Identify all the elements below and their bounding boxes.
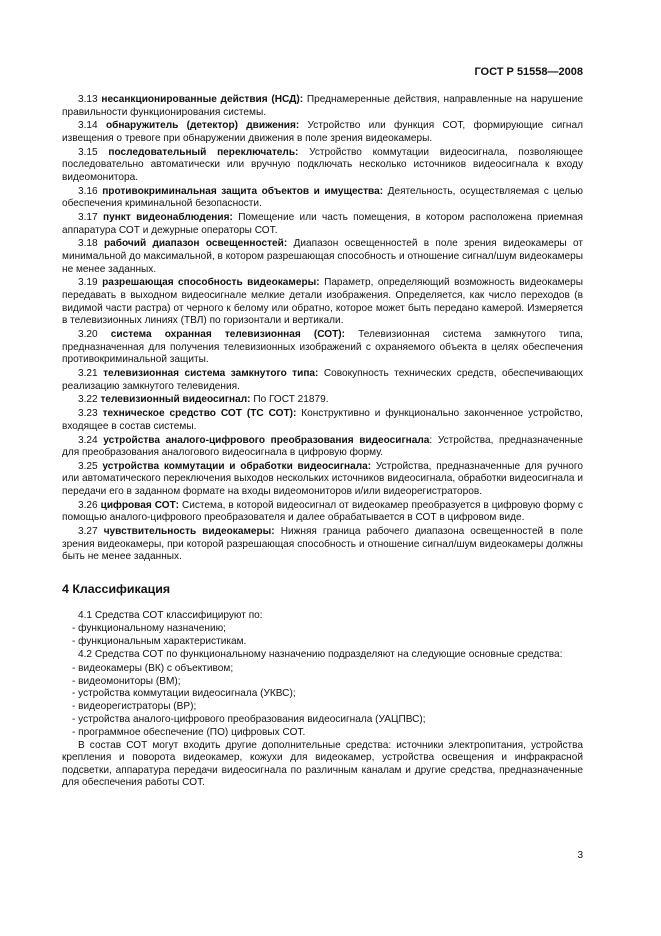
list-item: - видеомониторы (ВМ);: [62, 676, 583, 689]
section-heading: 4 Классификация: [62, 582, 171, 596]
definition-3-26: 3.26 цифровая СОТ: Система, в которой видеосигнал от видеокамер преобразуется в цифровую форму с помощью аналого-цифрового преобразователя и далее обрабатывается в СОТ в цифровом виде.: [62, 499, 583, 524]
page-content: [62, 94, 583, 791]
paragraph-4-1: 4.1 Средства СОТ классифицируют по:: [78, 609, 263, 621]
list-item: - видеокамеры (ВК) с объективом;: [62, 663, 583, 676]
list-item: - программное обеспечение (ПО) цифровых СОТ.: [62, 727, 583, 740]
definition-3-23: 3.23 техническое средство СОТ (ТС СОТ): Конструктивно и функционально законченное устройство, входящее в состав системы.: [62, 408, 583, 432]
page-number: 3: [577, 850, 583, 861]
list-item: - функциональным характеристикам.: [62, 636, 583, 649]
list-item: - устройства аналого-цифрового преобразования видеосигнала (УАЦПВС);: [62, 714, 583, 727]
definition-3-24: 3.24 устройства аналого-цифрового преобразования видеосигнала: Устройства, предназначенные для преобразования аналогового видеосигнала в цифровую форму.: [62, 434, 583, 459]
definition-3-16: 3.16 противокриминальная защита объектов и имущества: Деятельность, осуществляемая с целью обеспечения криминальной безопасности.: [62, 185, 583, 210]
paragraph-4-2: 4.2 Средства СОТ по функциональному назначению подразделяют на следующие основные средства:: [78, 648, 563, 660]
list-item: - устройства коммутации видеосигнала (УКВС);: [62, 688, 583, 701]
definition-3-15: 3.15 последовательный переключатель: Устройство коммутации видеосигнала, позволяющее последовательно автоматически или вручную подключать несколько источников видеосигнала к входу видеомонитора.: [62, 146, 583, 183]
list-item: - видеорегистраторы (ВР);: [62, 701, 583, 714]
classification-list: [62, 623, 583, 649]
definition-3-18: 3.18 рабочий диапазон освещенностей: Диапазон освещенностей в поле зрения видеокамеры от минимальной до максимальной, в котором разрешающая способность и отношение сигнал/шум видеокамеры не менее заданных.: [62, 238, 583, 275]
definition-3-21: 3.21 телевизионная система замкнутого типа: Совокупность технических средств, обеспечивающих реализацию замкнутого телевидения.: [62, 367, 583, 392]
definition-3-25: 3.25 устройства коммутации и обработки видеосигнала: Устройства, предназначенные для ручного или автоматического переключения выходов нескольких источников видеосигнала, обработки видеосигнала и передачи его в заданном формате на входы видеомониторов и/или видеорегистраторов.: [62, 460, 583, 498]
definition-3-13: 3.13 несанкционированные действия (НСД): Преднамеренные действия, направленные на нарушение правильности функционирования системы.: [62, 94, 584, 118]
definition-3-20: 3.20 система охранная телевизионная (СОТ): Телевизионная система замкнутого типа, предназначенная для получения телевизионных изображений с охраняемого объекта в целях обеспечения противокриминальной защиты.: [62, 329, 583, 366]
definition-3-17: 3.17 пункт видеонаблюдения: Помещение или часть помещения, в котором расположена приемная аппаратура СОТ и дежурные операторы СОТ.: [62, 212, 584, 236]
definition-3-22: 3.22 телевизионный видеосигнал: По ГОСТ 21879.: [78, 394, 329, 406]
paragraph-additional-means: В состав СОТ могут входить другие дополнительные средства: источники электропитания, устройства крепления и поворота видеокамер, кожухи для видеокамер, устройства освещения и инфракрасной подсветки, аппаратура передачи видеосигнала по различным каналам и другие средства, предназначенные для обеспечения работы СОТ.: [62, 739, 583, 789]
list-item: - функциональному назначению;: [62, 623, 583, 636]
definition-3-19: 3.19 разрешающая способность видеокамеры: Параметр, определяющий возможность видеокамеры передавать в выходном видеосигнале мелкие детали изображения. Определяется, как число переходов (в видимой части растра) от черного к белому или обратно, которое может быть передано камерой. Измеряется в телевизионных линиях (ТВЛ) по горизонтали и вертикали.: [62, 277, 583, 327]
definition-3-14: 3.14 обнаружитель (детектор) движения: Устройство или функция СОТ, формирующие сигнал извещения о тревоге при обнаружении движения в поле зрения видеокамеры.: [62, 120, 583, 144]
document-header: ГОСТ Р 51558—2008: [474, 66, 583, 78]
means-list: [62, 663, 583, 740]
definition-3-27: 3.27 чувствительность видеокамеры: Нижняя граница рабочего диапазона освещенностей в поле зрения видеокамеры, при которой разрешающая способность и отношение сигнал/шум видеокамеры должны быть не менее заданных.: [62, 526, 583, 563]
